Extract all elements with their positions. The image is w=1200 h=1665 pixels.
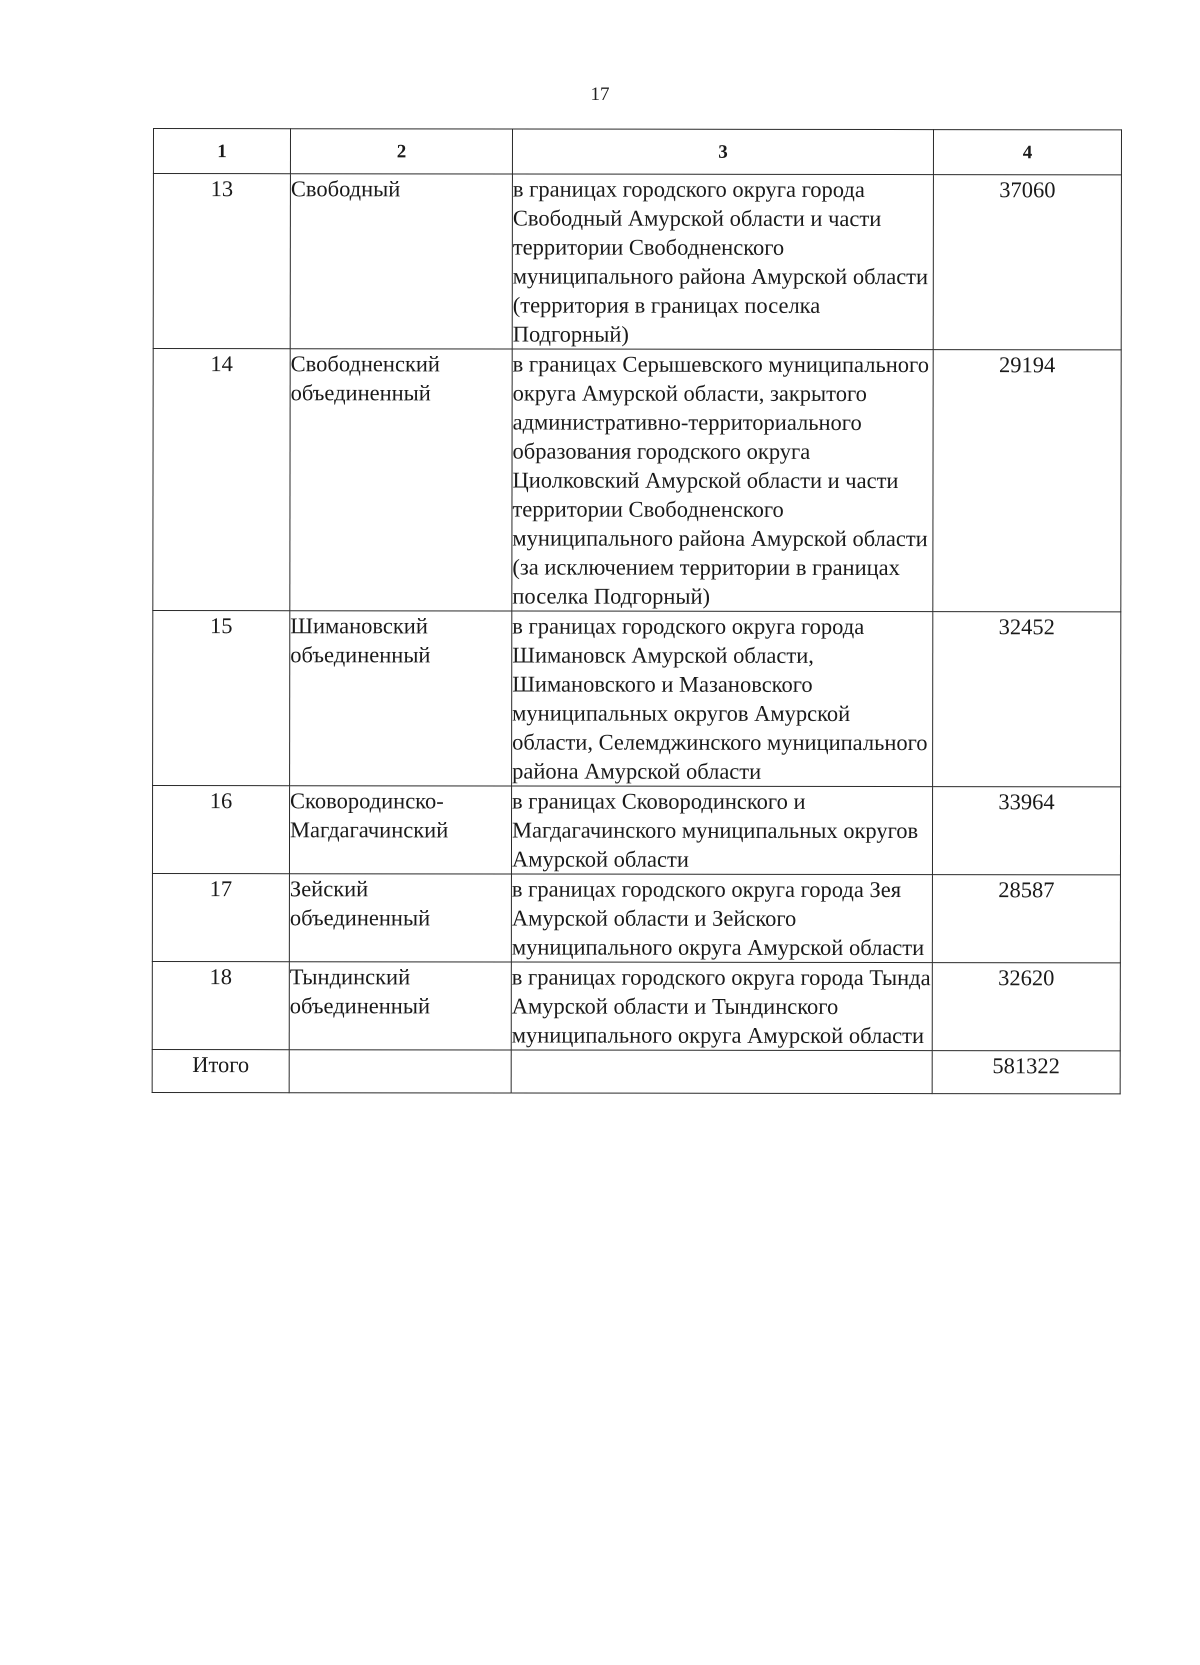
constituency-name: Свободненский объединенный xyxy=(290,349,512,611)
table-row xyxy=(152,786,1120,875)
constituency-table xyxy=(152,128,1122,1094)
row-number: 14 xyxy=(153,349,290,611)
table-header-row xyxy=(153,129,1121,175)
row-number: 15 xyxy=(153,611,290,786)
constituency-description: в границах городского округа города Свободный Амурской области и части территории Свободненского муниципального района Амурской области (территория в границах поселка Подгорный) xyxy=(512,174,933,350)
row-number: 16 xyxy=(152,786,289,874)
constituency-description: в границах городского округа города Тында Амурской области и Тындинского муниципального округа Амурской области xyxy=(511,962,932,1051)
table-row xyxy=(153,349,1121,612)
voter-count: 37060 xyxy=(933,175,1121,350)
row-number: 18 xyxy=(152,961,289,1049)
constituency-description: в границах городского округа города Шимановск Амурской области, Шимановского и Мазановского муниципальных округов Амурской области, Селемджинского муниципального района Амурской области xyxy=(512,611,933,787)
constituency-name: Шимановский объединенный xyxy=(290,611,512,786)
total-row xyxy=(152,1049,1120,1093)
constituency-name: Сковородинско-Магдагачинский xyxy=(289,786,511,874)
voter-count: 33964 xyxy=(932,787,1120,875)
voter-count: 32452 xyxy=(933,612,1121,787)
constituency-name: Зейский объединенный xyxy=(289,874,511,962)
constituency-name: Свободный xyxy=(290,174,512,349)
constituency-description: в границах городского округа города Зея Амурской области и Зейского муниципального округа Амурской области xyxy=(511,874,932,963)
row-number: 17 xyxy=(152,874,289,962)
empty-cell xyxy=(511,1050,932,1094)
table-row xyxy=(153,174,1121,350)
constituency-description: в границах Серышевского муниципального округа Амурской области, закрытого административно-территориального образования городского округа Циолковский Амурской области и части территории Свободненского муниципального района Амурской области (за исключением территории в границах поселка Подгорный) xyxy=(512,349,933,612)
table-row xyxy=(152,874,1120,963)
constituency-description: в границах Сковородинского и Магдагачинского муниципальных округов Амурской области xyxy=(511,786,932,875)
voter-count: 28587 xyxy=(932,875,1120,963)
column-header: 2 xyxy=(290,129,512,174)
row-number: 13 xyxy=(153,174,290,349)
column-header: 4 xyxy=(933,130,1121,175)
table-row xyxy=(153,611,1121,787)
column-header: 1 xyxy=(153,129,290,174)
voter-count: 29194 xyxy=(933,350,1121,612)
page-number: 17 xyxy=(590,84,610,105)
table-row xyxy=(152,961,1120,1050)
column-header: 3 xyxy=(512,129,933,175)
voter-count: 32620 xyxy=(932,963,1120,1051)
constituency-name: Тындинский объединенный xyxy=(289,962,511,1050)
total-value: 581322 xyxy=(932,1051,1120,1094)
total-label: Итого xyxy=(152,1049,289,1092)
empty-cell xyxy=(289,1050,511,1093)
